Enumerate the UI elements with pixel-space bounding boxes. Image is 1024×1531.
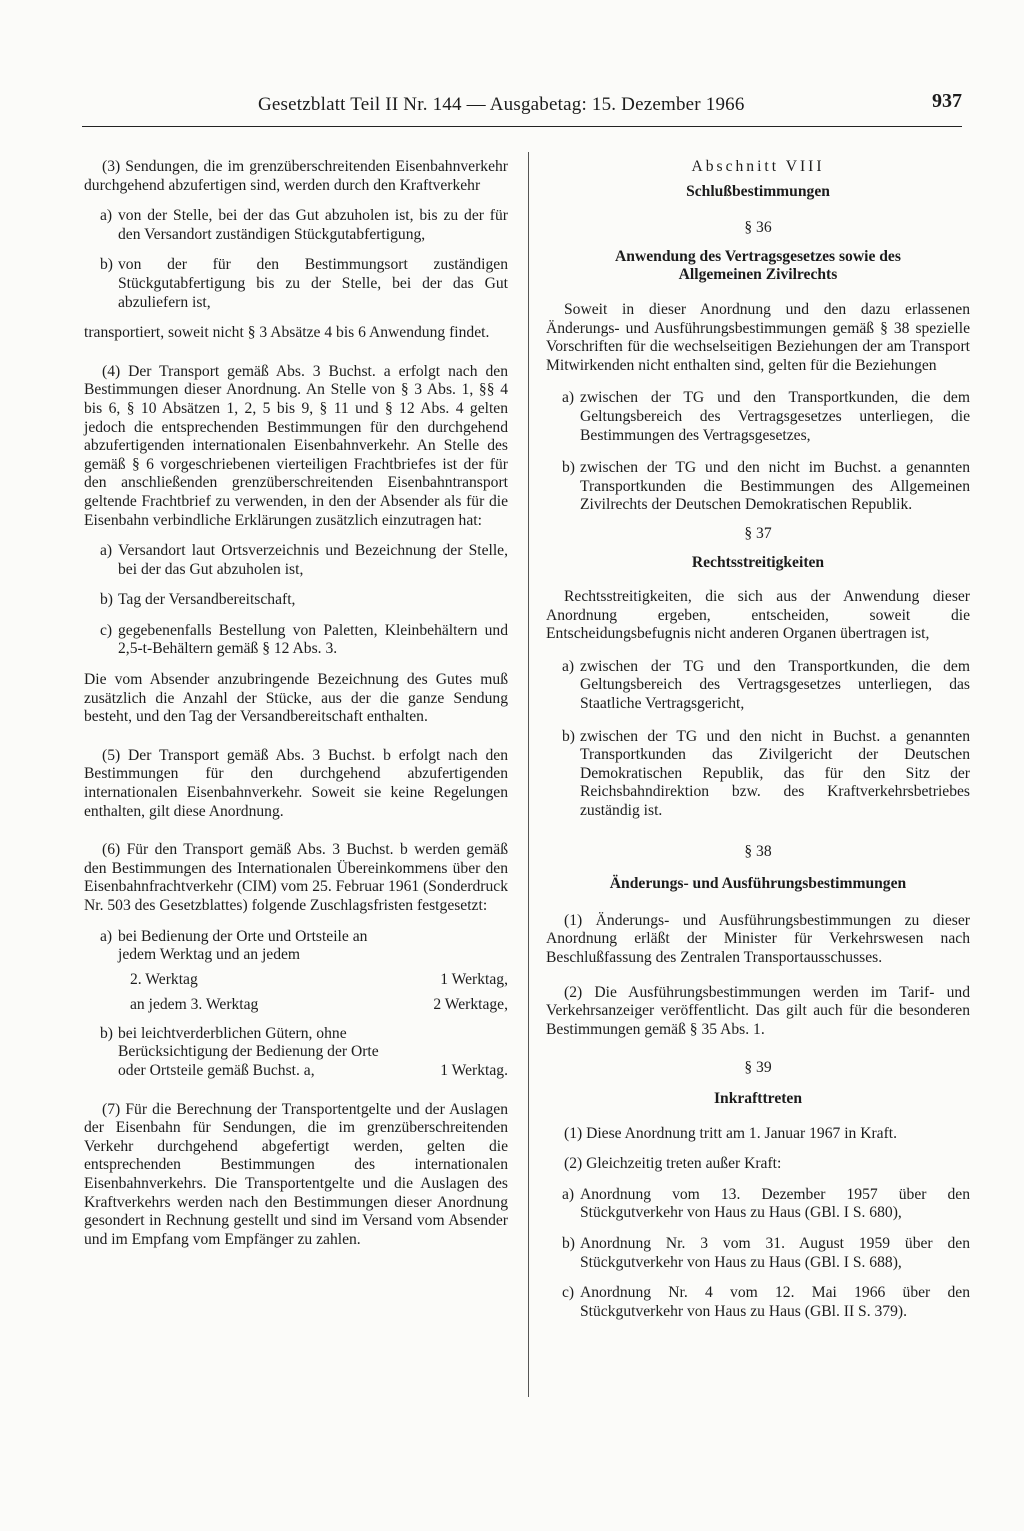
item-text: Anordnung Nr. 3 vom 31. August 1959 über den Stückgutverkehr von Haus zu Haus (GBl. I S. 688), bbox=[580, 1234, 970, 1271]
header-title: Gesetzblatt Teil II Nr. 144 — Ausgabetag: 15. Dezember 1966 bbox=[258, 94, 745, 115]
section-38-paragraph-1: (1) Änderungs- und Ausführungsbestimmungen zu dieser Anordnung erläßt der Minister für Verkehrswesen nach Beschlußfassung des Zentralen Transportausschusses. bbox=[546, 911, 970, 966]
item-text: von der Stelle, bei der das Gut abzuholen ist, bis zu der für den Versandort zuständigen Stückgutabfertigung, bbox=[118, 207, 508, 243]
list-item bbox=[84, 207, 508, 244]
item-text: Versandort laut Ortsverzeichnis und Bezeichnung der Stelle, bei der das Gut abzuholen ist, bbox=[118, 542, 508, 578]
section-36-number: § 36 bbox=[744, 219, 772, 237]
item-label: b) bbox=[562, 727, 575, 745]
list-item bbox=[546, 1284, 970, 1321]
item-label: b) bbox=[100, 591, 113, 609]
list-item bbox=[84, 591, 508, 610]
deadline-row bbox=[84, 996, 508, 1015]
item-text: zwischen der TG und den Transportkunden, die dem Geltungsbereich des Vertragsgesetzes unterliegen, das Staatliche Vertragsgericht, bbox=[580, 657, 970, 713]
item-text: Anordnung vom 13. Dezember 1957 über den Stückgutverkehr von Haus zu Haus (GBl. I S. 680), bbox=[580, 1185, 970, 1222]
section-label: Abschnitt VIII bbox=[691, 158, 825, 175]
paragraph-5: (5) Der Transport gemäß Abs. 3 Buchst. b erfolgt nach den Bestimmungen für den durchgehend abzufertigenden internationalen Eisenbahnverkehr. Soweit sie keine Regelungen enthalten, gilt diese Anordnung. bbox=[84, 746, 508, 820]
item-text: Tag der Versandbereitschaft, bbox=[118, 591, 296, 609]
list-item bbox=[546, 389, 970, 445]
item-label: a) bbox=[562, 1185, 575, 1203]
paragraph-6-intro: (6) Für den Transport gemäß Abs. 3 Buchst. b werden gemäß den Bestimmungen des Internationalen Übereinkommens über den Eisenbahnfrachtverkehr (CIM) vom 25. Februar 1961 (Sonderdruck Nr. 503 des Gesetzblattes) folgende Zuschlagsfristen festgesetzt: bbox=[84, 841, 508, 914]
list-item bbox=[546, 658, 970, 714]
item-label: b) bbox=[100, 256, 113, 274]
item-label: a) bbox=[562, 389, 575, 407]
item-label: c) bbox=[100, 621, 113, 639]
page-header bbox=[82, 90, 962, 127]
item-text: gegebenenfalls Bestellung von Paletten, Kleinbehältern und 2,5-t-Behältern gemäß § 12 Abs. 3. bbox=[118, 621, 508, 658]
deadline-value: 2 Werktage, bbox=[433, 995, 508, 1013]
item-text: bei Bedienung der Orte und Ortsteile an jedem Werktag und an jedem bbox=[118, 927, 368, 964]
item-label: b) bbox=[562, 1234, 575, 1252]
section-37-title: Rechtsstreitigkeiten bbox=[691, 553, 825, 571]
deadline-condition: 2. Werktag bbox=[130, 970, 198, 988]
list-item bbox=[84, 256, 508, 312]
section-39-number: § 39 bbox=[744, 1059, 772, 1077]
list-item bbox=[84, 622, 508, 659]
item-label: a) bbox=[100, 542, 113, 560]
list-item bbox=[546, 1186, 970, 1223]
deadline-row bbox=[84, 971, 508, 990]
section-39-paragraph-1: (1) Diese Anordnung tritt am 1. Januar 1967 in Kraft. bbox=[564, 1124, 898, 1142]
page-number: 937 bbox=[932, 90, 962, 112]
item-label: a) bbox=[562, 657, 575, 675]
item-label: c) bbox=[562, 1284, 575, 1302]
list-item bbox=[84, 542, 508, 579]
paragraph-3-intro: (3) Sendungen, die im grenzüberschreitenden Eisenbahnverkehr durchgehend abzufertigen sind, werden durch den Kraftverkehr bbox=[84, 158, 508, 194]
paragraph-7: (7) Für die Berechnung der Transportentgelte und der Auslagen der Eisenbahn für Sendungen, die im grenzüberschreitenden Verkehr durchgehend abgefertigt werden, gelten die entsprechenden Bestimmungen des internationalen Eisenbahnverkehrs. Die Transportentgelte und die Auslagen des Kraftverkehrs werden nach den Bestimmungen dieser Anordnung gesondert in Rechnung gestellt und sind im Versand vom Absender und im Empfang vom Empfänger zu zahlen. bbox=[84, 1100, 508, 1248]
deadline-value: 1 Werktag. bbox=[440, 1061, 508, 1079]
item-label: b) bbox=[100, 1024, 113, 1042]
deadline-condition: an jedem 3. Werktag bbox=[130, 995, 259, 1013]
section-title: Schlußbestimmungen bbox=[686, 182, 830, 200]
section-38-number: § 38 bbox=[744, 842, 772, 860]
list-item bbox=[546, 1235, 970, 1272]
paragraph-4-end: Die vom Absender anzubringende Bezeichnung des Gutes muß zusätzlich die Anzahl der Stücke, aus der die ganze Sendung besteht, und den Tag der Versandbereitschaft enthalten. bbox=[84, 671, 508, 726]
section-36-title: Anwendung des Vertragsgesetzes sowie des Allgemeinen Zivilrechts bbox=[615, 247, 901, 284]
left-column bbox=[84, 158, 508, 1249]
item-text: zwischen der TG und den nicht im Buchst. a genannten Transportkunden die Bestimmungen des Allgemeinen Zivilrechts der Deutschen Demokratischen Republik. bbox=[580, 459, 970, 514]
item-label: a) bbox=[100, 927, 113, 945]
list-item bbox=[546, 459, 970, 515]
item-text: zwischen der TG und den nicht in Buchst. a genannten Transportkunden das Zivilgericht der Deutschen Demokratischen Republik, das für den Sitz der Reichsbahndirektion bzw. des Kraftverkehrsbetriebes zuständig ist. bbox=[580, 727, 970, 820]
section-36-intro: Soweit in dieser Anordnung und den dazu erlassenen Änderungs- und Ausführungsbestimmungen gemäß § 38 spezielle Vorschriften für die wechselseitigen Beziehungen der am Transport Mitwirkenden nicht enthalten sind, gelten für die Beziehungen bbox=[546, 300, 970, 374]
list-item bbox=[84, 928, 508, 965]
item-text: zwischen der TG und den Transportkunden, die dem Geltungsbereich des Vertragsgesetzes unterliegen, die Bestimmungen des Vertragsgesetzes, bbox=[580, 389, 970, 444]
item-text: bei leichtverderblichen Gütern, ohne Berücksichtigung der Bedienung der Orte oder Ortsteile gemäß Buchst. a, bbox=[118, 1024, 379, 1079]
list-item bbox=[84, 1025, 508, 1081]
item-label: b) bbox=[562, 459, 575, 477]
right-column bbox=[546, 158, 970, 1321]
column-divider bbox=[528, 152, 529, 1397]
paragraph-4-intro: (4) Der Transport gemäß Abs. 3 Buchst. a erfolgt nach den Bestimmungen dieser Anordnung. An Stelle von § 3 Abs. 1, §§ 4 bis 6, § 10 Absätzen 1, 2, 5 bis 9, § 11 und § 12 Abs. 4 gelten jedoch die entsprechenden Bestimmungen für den durchgehend abzufertigenden internationalen Eisenbahnverkehr. An Stelle des gemäß § 6 vorgeschriebenen vierteiligen Frachtbriefes ist der für den anschließenden grenzüberschreitenden Eisenbahntransport geltende Frachtbrief zu verwenden, in den der Absender als für die Eisenbahn verbindliche Erklärungen zusätzlich einzutragen hat: bbox=[84, 362, 508, 529]
section-39-paragraph-2: (2) Gleichzeitig treten außer Kraft: bbox=[564, 1155, 782, 1173]
item-text: von der für den Bestimmungsort zuständigen Stückgutabfertigung bis zu der Stelle, bei der das Gut abzuliefern ist, bbox=[118, 256, 508, 311]
section-39-title: Inkrafttreten bbox=[713, 1089, 803, 1107]
item-label: a) bbox=[100, 207, 113, 225]
section-37-intro: Rechtsstreitigkeiten, die sich aus der Anwendung dieser Anordnung ergeben, entscheiden, soweit die Entscheidungsbefugnis nicht anderen Organen übertragen ist, bbox=[546, 588, 970, 643]
section-38-title: Änderungs- und Ausführungsbestimmungen bbox=[609, 875, 907, 893]
item-text: Anordnung Nr. 4 vom 12. Mai 1966 über den Stückgutverkehr von Haus zu Haus (GBl. II S. 379). bbox=[580, 1284, 970, 1320]
section-37-number: § 37 bbox=[744, 524, 772, 542]
paragraph-3-end: transportiert, soweit nicht § 3 Absätze 4 bis 6 Anwendung findet. bbox=[84, 324, 490, 342]
deadline-value: 1 Werktag, bbox=[440, 970, 508, 988]
list-item bbox=[546, 728, 970, 821]
section-38-paragraph-2: (2) Die Ausführungsbestimmungen werden im Tarif- und Verkehrsanzeiger veröffentlicht. Das gilt auch für die besonderen Bestimmungen gemäß § 35 Abs. 1. bbox=[546, 983, 970, 1038]
